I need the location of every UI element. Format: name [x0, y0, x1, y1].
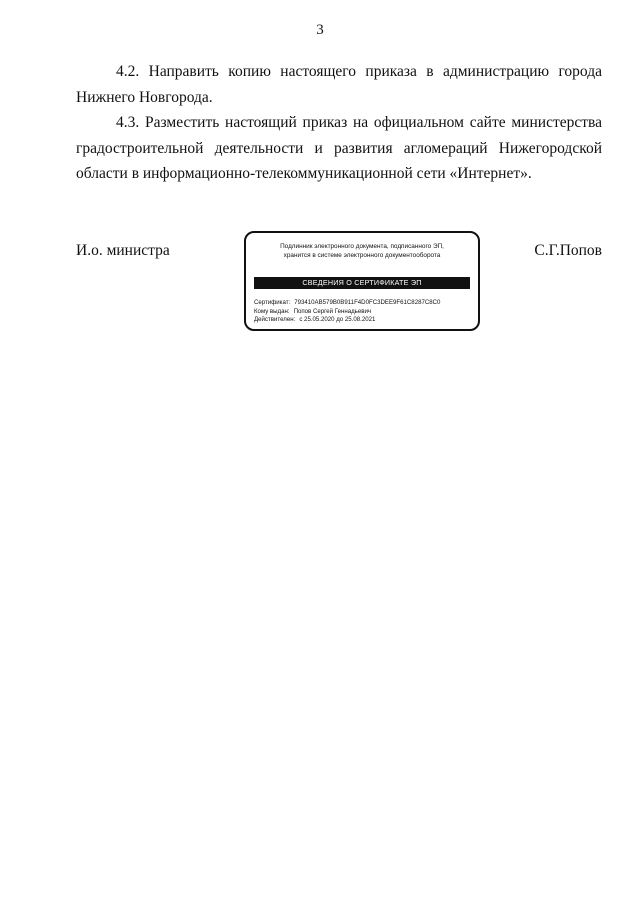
signer-name: С.Г.Попов: [534, 242, 602, 259]
validity-value: с 25.05.2020 до 25.08.2021: [299, 316, 376, 324]
validity-label: Действителен:: [254, 316, 296, 324]
validity-row: [254, 316, 472, 325]
certificate-label: Сертификат:: [254, 299, 291, 306]
electronic-signature-stamp: [244, 231, 480, 331]
paragraph-4-3: 4.3. Разместить настоящий приказ на официальном сайте министерства градостроительной деятельности и развития агломераций Нижегородской области в информационно-телекоммуникационной сети «Интернет».: [76, 114, 602, 182]
page-number: 3: [316, 22, 324, 38]
stamp-details: [254, 299, 472, 325]
stamp-header-line-1: Подлинник электронного документа, подписанного ЭП,: [280, 243, 444, 250]
certificate-value: 793410AB579B0B911F4D0FC3DEE9F61C8287C8C0: [294, 299, 441, 306]
stamp-header: [246, 242, 478, 260]
stamp-header-line-2: хранится в системе электронного документооборота: [283, 252, 441, 259]
paragraph-4-2: 4.2. Направить копию настоящего приказа в администрацию города Нижнего Новгорода.: [76, 63, 602, 106]
document-body: [76, 59, 602, 187]
signature-block: [76, 231, 602, 335]
issued-to-label: Кому выдан:: [254, 307, 290, 315]
issued-to-row: [254, 308, 472, 317]
signer-role: И.о. министра: [76, 242, 170, 259]
certificate-row: [254, 299, 472, 308]
stamp-title: СВЕДЕНИЯ О СЕРТИФИКАТЕ ЭП: [254, 277, 470, 289]
issued-to-value: Попов Сергей Геннадьевич: [293, 307, 372, 315]
